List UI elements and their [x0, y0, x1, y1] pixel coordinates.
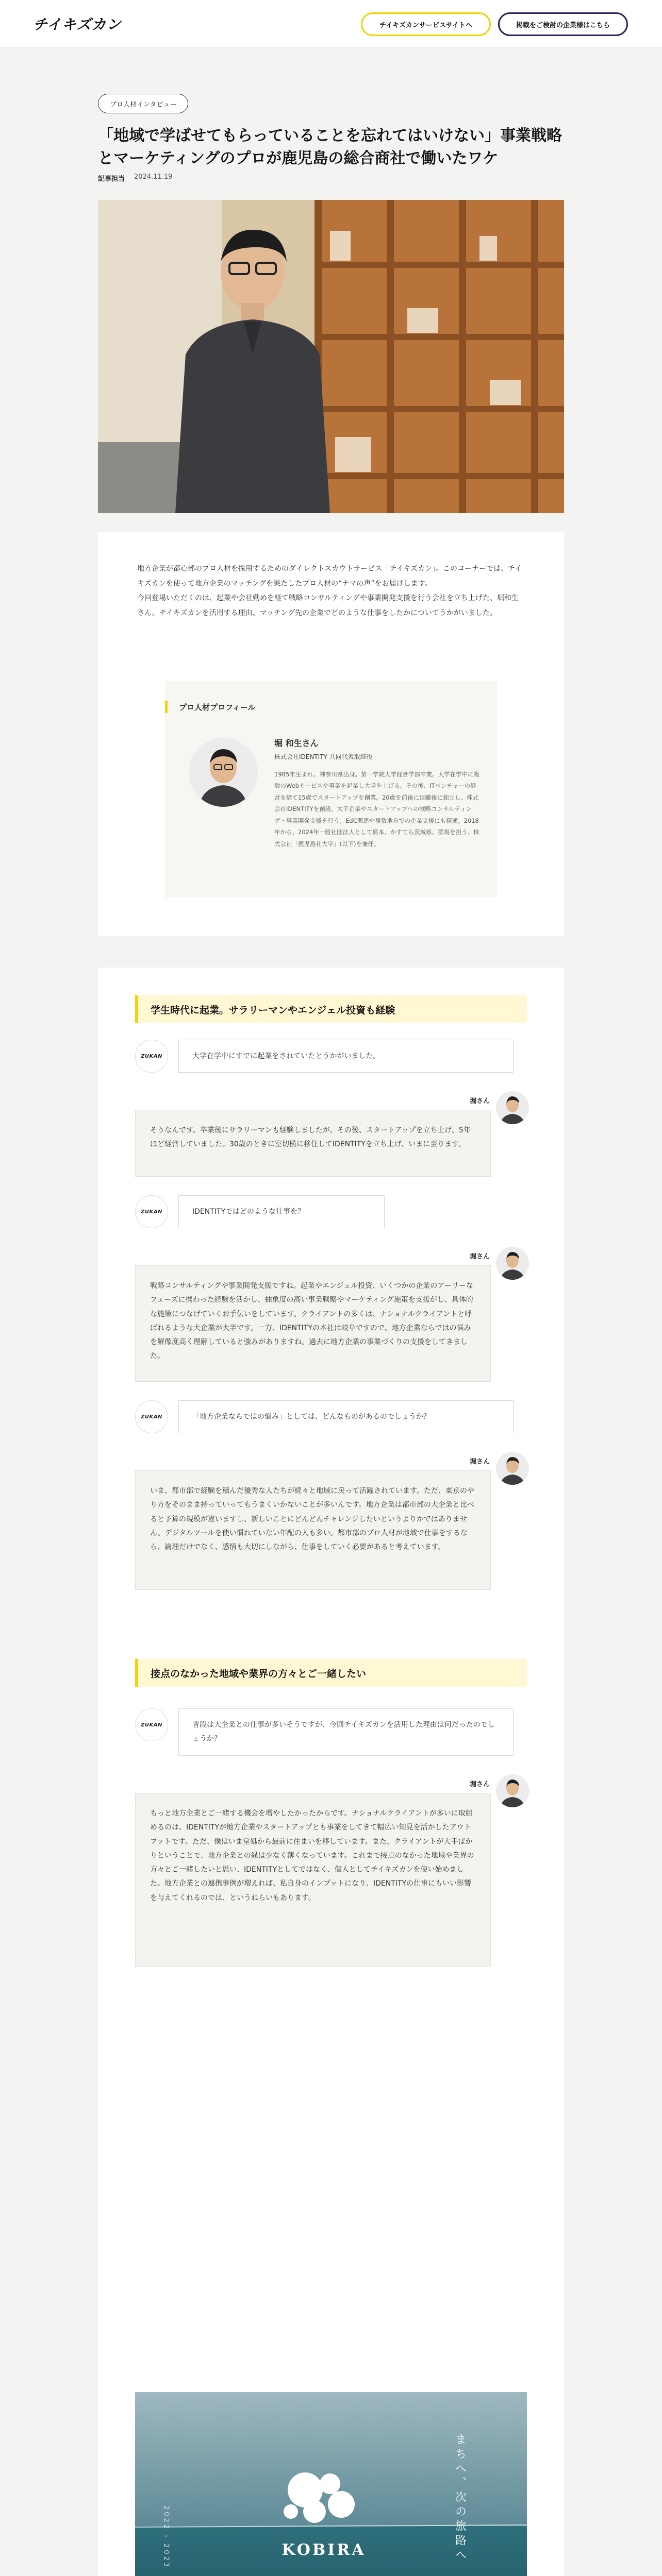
- question-bubble: 大学在学中にすでに起業をされていたとうかがいました。: [178, 1040, 514, 1073]
- interviewer-icon: ZUKAN: [135, 1195, 168, 1228]
- kobira-poster: [135, 2392, 527, 2576]
- profile-bio: 1985年生まれ。神奈川県出身。第一学院大学経営学部卒業。大学在学中に複数のWebサービスや事業を起業し大学を上げる。その後、ITベンチャーの経営を経て15歳でスタートアップを創業。20歳を前後に退職後に独立し、株式会社IDENTITYを創設。大手企業やスタートアップへの戦略コンサルティング・事業開発支援を行う。EdC関連や複数地方での企業支援にも精通。2018年から、2024年一般社団法人として熊本、かすてら茨城県、群馬を担う。株式会社「鹿児島社大学」(以下)を兼任。: [274, 771, 479, 848]
- site-logo[interactable]: チイキズカン: [33, 16, 122, 33]
- answerer-avatar: [496, 1091, 529, 1124]
- promo-brand: KOBIRA: [282, 2541, 366, 2559]
- hero-illustration: [98, 200, 564, 513]
- profile-box: [165, 681, 497, 897]
- answerer-name: 堀さん: [469, 1781, 490, 1788]
- answerer-name: 堀さん: [469, 1458, 490, 1466]
- hero-photo: [98, 200, 564, 513]
- interviewer-icon: ZUKAN: [135, 1708, 168, 1741]
- article-title: 「地域で学ばせてもらっていることを忘れてはいけない」事業戦略とマーケティングのプロが鹿児島の総合商社で働いたワケ: [98, 127, 562, 168]
- profile-avatar: [189, 738, 258, 807]
- profile-name: 堀 和生さん: [274, 738, 319, 748]
- promo-side-text: 2022 - 2023: [162, 2505, 170, 2569]
- answer-bubble: いま、都市部で経験を積んだ優秀な人たちが続々と地域に戻って活躍されています。ただ、東京のやり方をそのまま持っていってもうまくいかないことが多いんです。地方企業は都市部の大企業と比べると予算の規模が違いますし、新しいことにどんどんチャレンジしたいというよりかではありません。デジタルツールを使い慣れていない年配の人も多い。都市部のプロ人材が地域で仕事をするなら、論理だけでなく、感情も大切にしながら、仕事をしていく必要があると考えています。: [135, 1470, 491, 1590]
- service-site-button[interactable]: チイキズカンサービスサイトへ: [361, 12, 491, 36]
- answer-bubble: そうなんです。卒業後にサラリーマンも経験しましたが、その後、スタートアップを立ち上げ、5年ほど経営していました。30歳のときに室切横に移住してIDENTITYを立ち上げ、いまに至ります。: [135, 1110, 491, 1177]
- answerer-name: 堀さん: [469, 1097, 490, 1105]
- profile-heading: プロ人材プロフィール: [165, 701, 256, 713]
- intro-card: [98, 532, 564, 936]
- question-bubble: 普段は大企業との仕事が多いそうですが、今回チイキズカンを活用した理由は何だったのでしょうか？: [178, 1708, 514, 1756]
- promo-vertical-text: まちへ、次の旅路へ: [453, 2433, 467, 2563]
- inquiry-button[interactable]: 掲載をご検討の企業様はこちら: [498, 12, 628, 36]
- interviewer-icon: ZUKAN: [135, 1040, 168, 1073]
- interview-card: [98, 968, 564, 2576]
- answerer-avatar: [496, 1774, 529, 1807]
- answerer-avatar: [496, 1452, 529, 1485]
- article-date: 2024.11.19: [134, 173, 173, 181]
- kobira-promo-image: [135, 2392, 527, 2576]
- article-author: 記事担当: [98, 175, 125, 183]
- article-meta: [98, 173, 172, 183]
- section-heading: 接点のなかった地域や業界の方々とご一緒したい: [135, 1659, 527, 1687]
- answerer-avatar: [496, 1247, 529, 1280]
- answerer-name: 堀さん: [469, 1253, 490, 1261]
- interviewer-icon: ZUKAN: [135, 1400, 168, 1433]
- category-tag[interactable]: プロ人材インタビュー: [98, 94, 188, 113]
- intro-paragraph: 今回登場いただくのは、起業や会社勤めを経て戦略コンサルティングや事業開発支援を行う会社を立ち上げた、堀和生さん。チイキズカンを活用する理由、マッチング先の企業でどのような仕事をしたかについてうかがいました。: [137, 594, 519, 618]
- question-bubble: IDENTITYではどのような仕事を？: [178, 1195, 385, 1228]
- section-heading: 学生時代に起業。サラリーマンやエンジェル投資も経験: [135, 995, 527, 1023]
- intro-paragraph: 地方企業が都心部のプロ人材を採用するためのダイレクトスカウトサービス「チイキズカン」。このコーナーでは、チイキズカンを使って地方企業のマッチングを果たしたプロ人材の“ナマの声”をお届けします。: [137, 565, 522, 588]
- answer-bubble: もっと地方企業とご一緒する機会を増やしたかったからです。ナショナルクライアントが多いに取組めるのは、IDENTITYが地方企業やスタートアップとも事業をしてきて幅広い知見を活かしたアウトプットです。ただ、僕はいま堂処から最前に住まいを移しています。また、クライアントが大手ばかりということで、地方企業との縁は少なく薄くなっています。これまで接点のなかった地域や業界の方々とご一緒したいと思い、IDENTITYとしてではなく、個人としてチイキズカンを使い始めました。地方企業との連携事例が増えれば、私自身のインプットになり、IDENTITYの仕事にもいい影響を与えてくれるのでは、というねらいもあります。: [135, 1793, 491, 1967]
- question-bubble: 「地方企業ならではの悩み」としては、どんなものがあるのでしょうか？: [178, 1400, 514, 1433]
- answer-bubble: 戦略コンサルティングや事業開発支援ですね。起業やエンジェル投資、いくつかの企業のアーリーなフェーズに携わった経験を活かし、抽象度の高い事業戦略やマーケティング施策を支援がし、具体的な施策につなげていくお手伝いをしています。クライアントの多くは、ナショナルクライアントと呼ばれるような大企業が大半です。一方、IDENTITYの本社は岐阜ですので、地方企業ならではの悩みを解像度高く理解していると強みがありますね。過去に地方企業の事業づくりの支援をしてきました。: [135, 1265, 491, 1382]
- profile-role: 株式会社IDENTITY 共同代表取締役: [274, 753, 373, 760]
- intro-text: [137, 562, 525, 621]
- site-header: [0, 0, 662, 47]
